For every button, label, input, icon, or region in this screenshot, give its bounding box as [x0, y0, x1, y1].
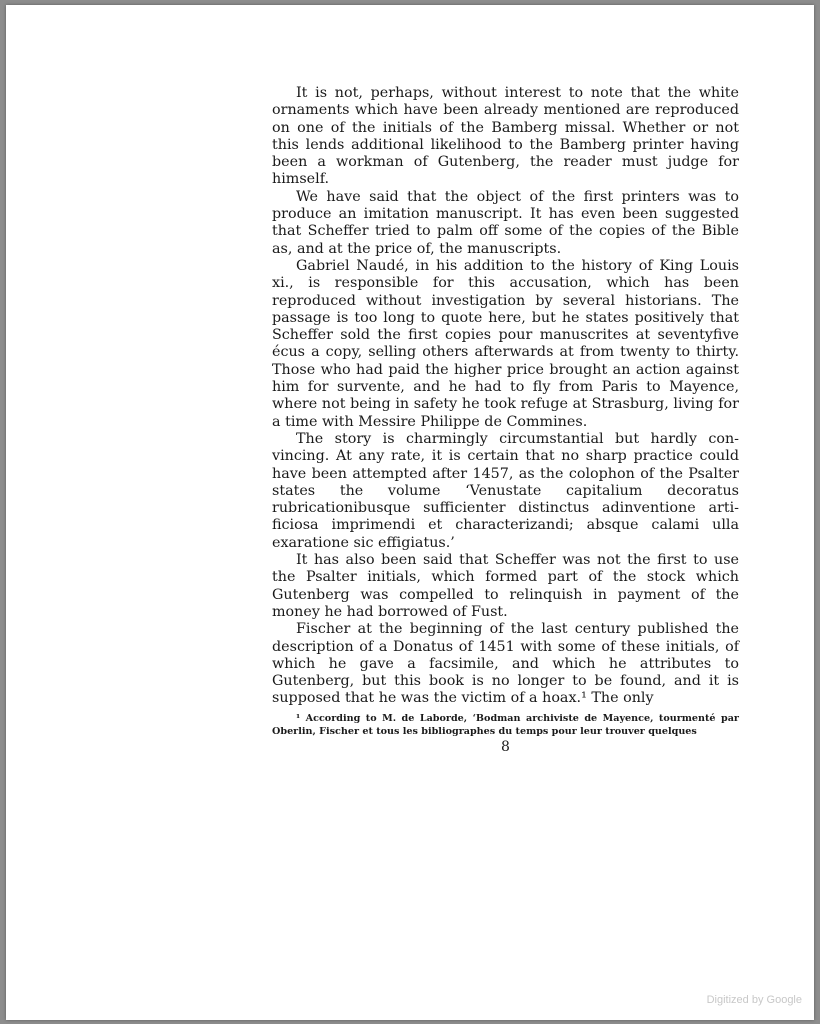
paragraph-4: The story is charmingly circumstantial but hardly convincing. At any rate, it is certain that no sharp practice could have been attempted after 1457, as the colophon of the Psalter states the volume ‘Venustate capitalium decoratus rubricationibusque sufficienter distinctus adinventione artificiosa imprimendi et characterizandi; absque calami ulla exaratione sic effigiatus.’	[272, 430, 739, 551]
page-number: 8	[501, 738, 510, 755]
paragraph-1: It is not, perhaps, without interest to note that the white ornaments which have been already mentioned are reproduced on one of the initials of the Bamberg missal. Whether or not this lends additional likelihood to the Bamberg printer having been a workman of Gutenberg, the reader must judge for himself.	[272, 85, 739, 188]
paragraph-6: Fischer at the beginning of the last century published the description of a Donatus of 1451 with some of these initials, of which he gave a facsimile, and which he attributes to Gutenberg, but this book is no longer to be found, and it is supposed that he was the victim of a hoax.¹ The only	[272, 621, 739, 707]
paragraph-2: We have said that the object of the first printers was to produce an imitation manuscript. It has even been suggested that Scheffer tried to palm off some of the copies of the Bible as, and at the price of, the manuscripts.	[272, 188, 739, 257]
document-page	[6, 5, 814, 1020]
watermark: Digitized by Google	[706, 994, 802, 1006]
paragraph-3: Gabriel Naudé, in his addition to the history of King Louis xi., is responsible for this accusation, which has been reproduced without investigation by several historians. The passage is too long to quote here, but he states positively that Scheffer sold the first copies pour manuscrites at seventyfive écus a copy, selling others afterwards at from twenty to thirty. Those who had paid the higher price brought an action against him for survente, and he had to fly from Paris to Mayence, where not being in safety he took refuge at Strasburg, living for a time with Messire Philippe de Commines.	[272, 257, 739, 430]
paragraph-5: It has also been said that Scheffer was not the first to use the Psalter initials, which formed part of the stock which Gutenberg was compelled to relinquish in payment of the money he had borrowed of Fust.	[272, 552, 739, 620]
body-text	[272, 85, 739, 756]
footnote: ¹ According to M. de Laborde, ‘Bodman archiviste de Mayence, tourmenté par Oberlin, Fischer et tous les bibliographes du temps pour leur trouver quelques	[272, 712, 739, 737]
